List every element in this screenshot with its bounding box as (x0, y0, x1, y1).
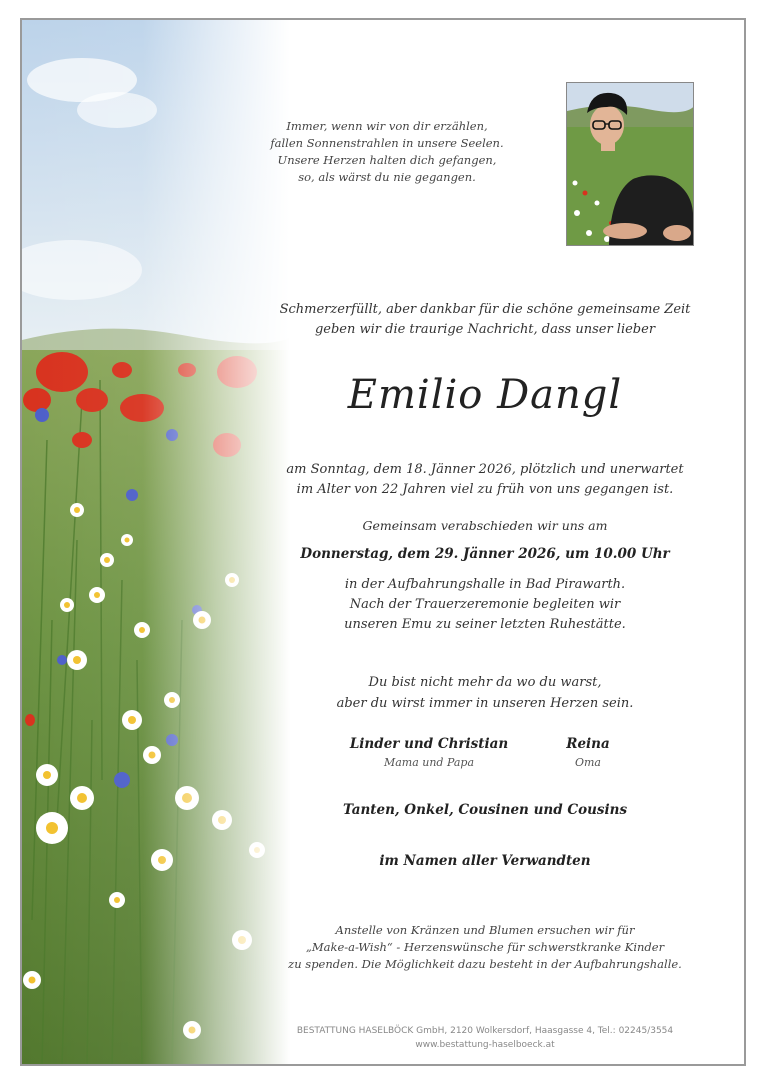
mourner-relatives: Tanten, Onkel, Cousinen und Cousins (342, 802, 628, 818)
intro-line: geben wir die traurige Nachricht, dass unser lieber (314, 322, 656, 337)
meadow-flower-image (22, 20, 290, 1066)
intro-line: Schmerzerfüllt, aber dankbar für die schöne gemeinsame Zeit (279, 302, 691, 317)
death-notice (252, 460, 718, 500)
poem-line: fallen Sonnenstrahlen in unsere Seelen. (270, 136, 504, 150)
farewell-intro: Gemeinsam verabschieden wir uns am (362, 518, 608, 533)
mourner-grandmother-relation: Oma (574, 756, 601, 769)
quote-line: Du bist nicht mehr da wo du warst, (368, 675, 602, 690)
deceased-portrait-photo (566, 82, 694, 246)
poem-line: Immer, wenn wir von dir erzählen, (286, 119, 488, 133)
donation-line: „Make-a-Wish“ - Herzenswünsche für schwerstkranke Kinder (305, 940, 665, 954)
quote-line: aber du wirst immer in unseren Herzen sein. (336, 696, 634, 711)
donation-request (252, 922, 718, 973)
donation-line: zu spenden. Die Möglichkeit dazu besteht in der Aufbahrungshalle. (288, 957, 682, 971)
mourner-parents-names: Linder und Christian (349, 736, 509, 752)
obituary-card (20, 18, 746, 1066)
mourner-parents (344, 736, 514, 769)
ceremony-line: Nach der Trauerzeremonie begleiten wir (349, 597, 621, 612)
funeral-home-address: BESTATTUNG HASELBÖCK GmbH, 2120 Wolkersdorf, Haasgasse 4, Tel.: 02245/3554 (296, 1026, 674, 1036)
poem-line: Unsere Herzen halten dich gefangen, (277, 153, 497, 167)
death-notice-line: am Sonntag, dem 18. Jänner 2026, plötzlich und unerwartet (286, 462, 684, 477)
deceased-name: Emilio Dangl (347, 372, 623, 418)
on-behalf-line: im Namen aller Verwandten (379, 853, 591, 869)
funeral-home-footer (252, 1024, 718, 1052)
ceremony-line: unseren Emu zu seiner letzten Ruhestätte. (344, 617, 626, 632)
death-notice-line: im Alter von 22 Jahren viel zu früh von uns gegangen ist. (296, 482, 674, 497)
donation-line: Anstelle von Kränzen und Blumen ersuchen wir für (335, 923, 635, 937)
opening-poem (256, 118, 518, 186)
mourner-parents-relation: Mama und Papa (383, 756, 475, 769)
ceremony-line: in der Aufbahrungshalle in Bad Pirawarth. (344, 577, 626, 592)
ceremony-details (252, 575, 718, 635)
memorial-quote (252, 672, 718, 714)
ceremony-date: Donnerstag, dem 29. Jänner 2026, um 10.00 Uhr (300, 546, 670, 562)
funeral-home-website: www.bestattung-haselboeck.at (415, 1040, 555, 1050)
mourner-grandmother (548, 736, 628, 769)
mourner-grandmother-name: Reina (566, 736, 610, 752)
announcement-intro (252, 300, 718, 340)
poem-line: so, als wärst du nie gegangen. (298, 170, 476, 184)
